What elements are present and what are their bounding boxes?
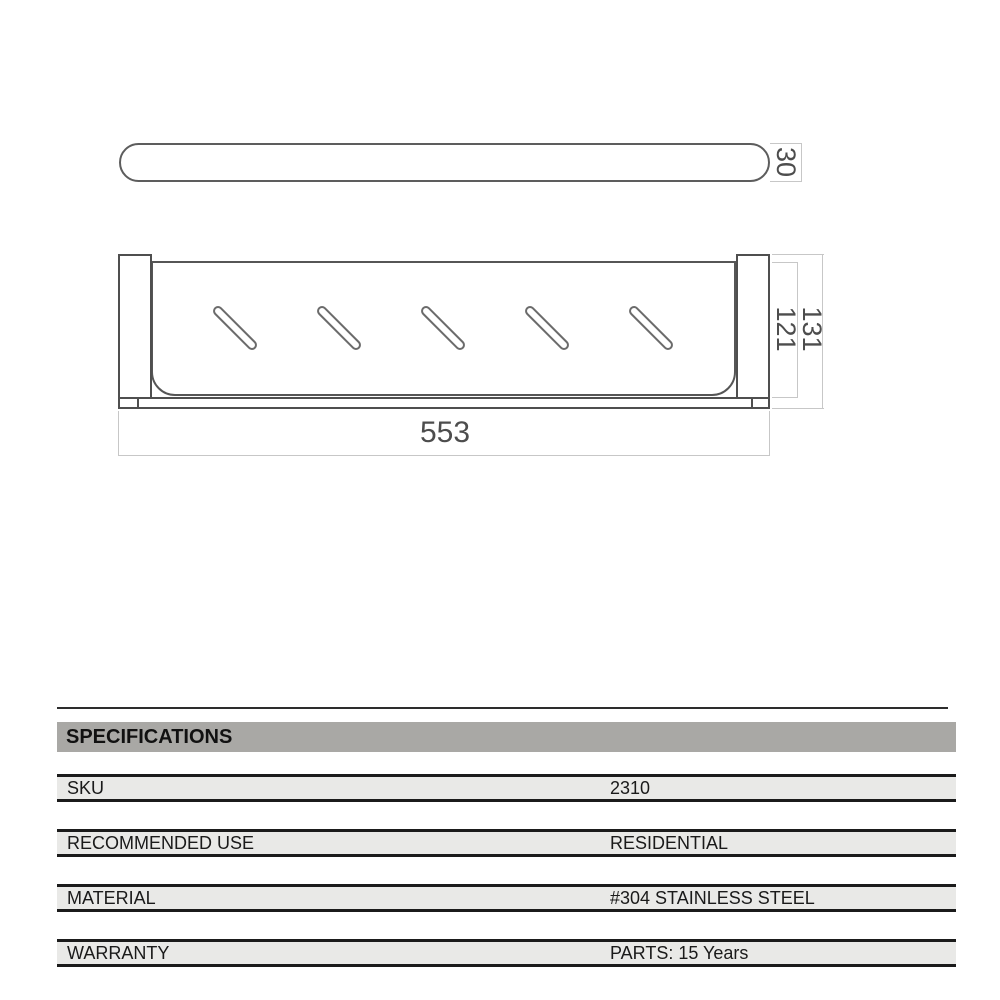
dimension-extension-line	[770, 181, 802, 182]
spec-value: PARTS: 15 Years	[610, 943, 749, 963]
front-view-outer-height-dimension-label: 131	[797, 306, 828, 352]
rail-divider-line	[137, 398, 139, 408]
dimension-extension-line	[772, 408, 824, 409]
spec-label: SKU	[67, 778, 105, 798]
spec-row-warranty	[57, 939, 956, 967]
section-divider-rule	[57, 707, 948, 709]
rail-divider-line	[751, 398, 753, 408]
spec-row-material	[57, 884, 956, 912]
dimension-extension-line	[772, 262, 798, 263]
dimension-extension-line	[772, 254, 824, 255]
spec-value: 2310	[610, 778, 651, 798]
front-view-width-dimension-label: 553	[419, 416, 471, 449]
front-view-inner-height-dimension-label: 121	[771, 306, 802, 352]
top-view-depth-dimension-label: 30	[771, 146, 802, 178]
specifications-header	[57, 722, 956, 752]
spec-label: WARRANTY	[67, 943, 170, 963]
spec-value: RESIDENTIAL	[610, 833, 729, 853]
spec-row-sku	[57, 774, 956, 802]
dimension-extension-line	[772, 397, 798, 398]
dimension-extension-line	[118, 411, 119, 456]
spec-value: #304 STAINLESS STEEL	[610, 888, 815, 908]
spec-label: RECOMMENDED USE	[67, 833, 255, 853]
right-wall-bracket	[736, 254, 770, 399]
spec-label: MATERIAL	[67, 888, 156, 908]
bottom-rail	[118, 397, 770, 409]
spec-row-recommended-use	[57, 829, 956, 857]
left-wall-bracket	[118, 254, 152, 399]
specifications-header-label: SPECIFICATIONS	[66, 726, 233, 748]
dimension-extension-line	[769, 411, 770, 456]
shelf-top-view	[119, 143, 770, 182]
dimension-line	[118, 455, 770, 456]
